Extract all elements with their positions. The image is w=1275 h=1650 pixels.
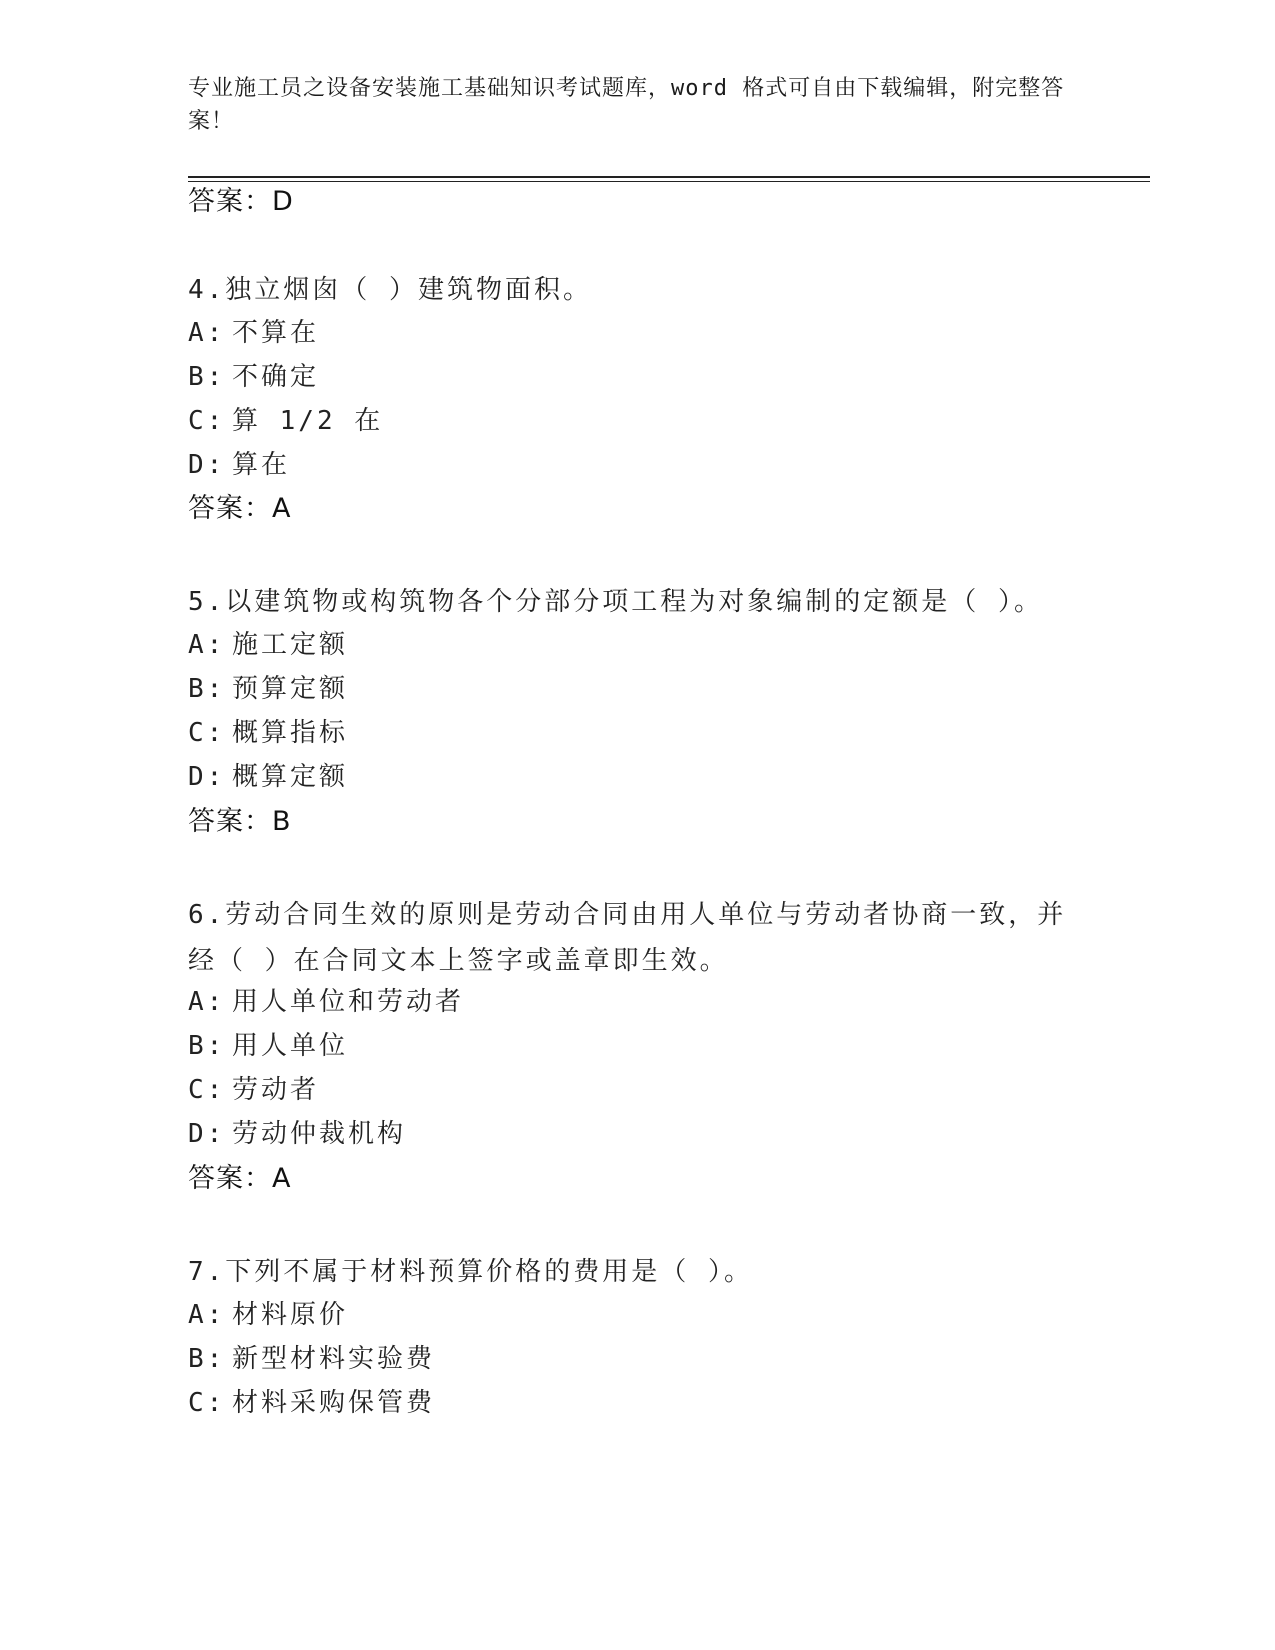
option-text: 不算在 <box>232 318 320 348</box>
option-letter: B: <box>188 1344 226 1374</box>
option-text: 施工定额 <box>232 630 349 660</box>
question-stem: 6.劳动合同生效的原则是劳动合同由用人单位与劳动者协商一致，并经（ ）在合同文本上签字或盖章即生效。 <box>188 900 1067 976</box>
option-item <box>188 360 319 394</box>
answer-line: 答案：A <box>188 1163 292 1194</box>
option-text: 劳动者 <box>232 1075 320 1105</box>
option-letter: C: <box>188 406 226 436</box>
option-text: 材料采购保管费 <box>232 1388 436 1418</box>
option-text: 用人单位和劳动者 <box>232 987 465 1017</box>
answer-line: 答案：D <box>188 186 294 217</box>
option-text: 概算定额 <box>232 762 349 792</box>
option-letter: A: <box>188 318 226 348</box>
option-text: 预算定额 <box>232 674 349 704</box>
option-item <box>188 760 348 794</box>
option-item <box>188 1342 435 1376</box>
question-stem: 4.独立烟囱（ ）建筑物面积。 <box>188 275 592 305</box>
option-item <box>188 404 383 438</box>
answer-line: 答案：A <box>188 493 292 524</box>
option-item <box>188 1073 319 1107</box>
answer-line: 答案：B <box>188 806 292 837</box>
option-letter: B: <box>188 362 226 392</box>
option-letter: D: <box>188 450 226 480</box>
question-stem: 5.以建筑物或构筑物各个分部分项工程为对象编制的定额是（ ）。 <box>188 587 1043 617</box>
option-item <box>188 1298 348 1332</box>
option-item <box>188 985 464 1019</box>
option-item <box>188 1029 348 1063</box>
option-letter: A: <box>188 630 226 660</box>
option-text: 新型材料实验费 <box>232 1344 436 1374</box>
header-divider <box>188 176 1150 182</box>
option-item <box>188 628 348 662</box>
option-text: 算 1/2 在 <box>232 406 384 436</box>
option-item <box>188 316 319 350</box>
option-letter: A: <box>188 1300 226 1330</box>
option-item <box>188 448 290 482</box>
question-stem: 7.下列不属于材料预算价格的费用是（ ）。 <box>188 1257 753 1287</box>
option-item <box>188 1117 406 1151</box>
option-letter: C: <box>188 1075 226 1105</box>
option-text: 用人单位 <box>232 1031 349 1061</box>
option-text: 不确定 <box>232 362 320 392</box>
option-text: 算在 <box>232 450 291 480</box>
option-text: 劳动仲裁机构 <box>232 1119 407 1149</box>
option-letter: C: <box>188 1388 226 1418</box>
option-text: 材料原价 <box>232 1300 349 1330</box>
option-letter: B: <box>188 674 226 704</box>
option-letter: C: <box>188 718 226 748</box>
option-letter: D: <box>188 1119 226 1149</box>
option-item <box>188 1386 435 1420</box>
option-letter: B: <box>188 1031 226 1061</box>
option-letter: A: <box>188 987 226 1017</box>
option-item <box>188 672 348 706</box>
document-header: 专业施工员之设备安装施工基础知识考试题库，word 格式可自由下载编辑，附完整答案！ <box>188 76 1065 134</box>
option-letter: D: <box>188 762 226 792</box>
option-item <box>188 716 348 750</box>
option-text: 概算指标 <box>232 718 349 748</box>
